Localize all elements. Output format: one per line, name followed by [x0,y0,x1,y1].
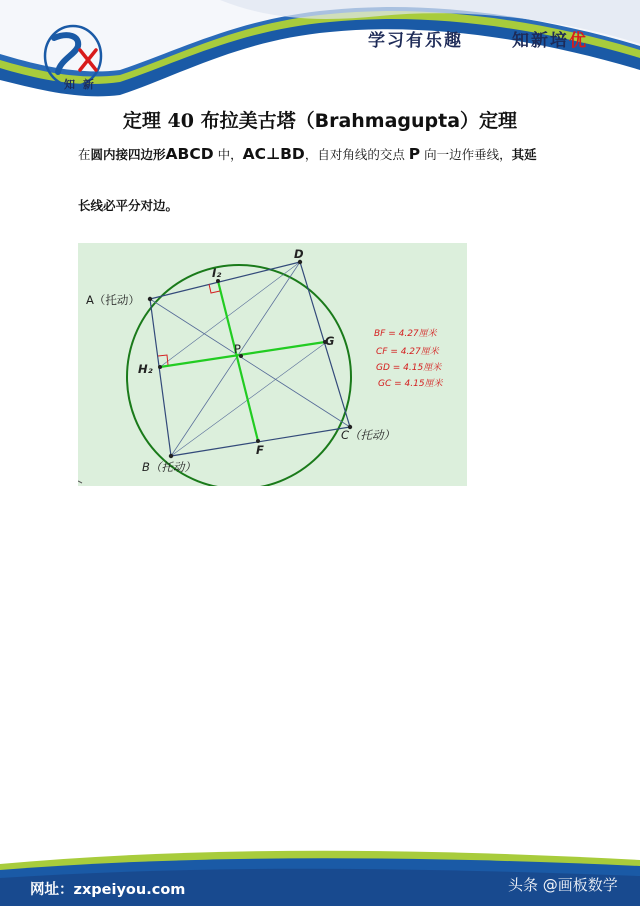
slogan-left: 学习有乐趣 [368,31,463,51]
slogan-right-accent: 优 [569,31,588,51]
title-prefix: 定理 40 布拉美古塔（ [122,110,315,132]
label-i2: I₂ [212,266,222,280]
point-b [169,454,173,458]
logo-caption: 知 新 [64,78,96,91]
text-run: 在 [78,147,91,162]
theorem-line-2: 长线必平分对边。 [78,198,179,213]
text-run: ，自对角线的交点 [304,147,409,162]
label-h2: H₂ [138,362,153,376]
label-d: D [294,247,304,261]
measurement-cf: CF = 4.27厘米 [376,347,439,357]
label-c: C（托动） [341,428,396,442]
text-run: 向一边作垂线， [420,147,512,162]
title-suffix: ）定理 [460,110,518,132]
text-run-bold: 其延 [511,147,537,162]
text-run-bold: 圆内接四边形 [90,147,166,162]
point-h2 [158,365,162,369]
website-url[interactable]: 网址：zxpeiyou.com [30,882,186,898]
measurement-gd: GD = 4.15厘米 [376,363,442,373]
text-run: 中， [213,147,243,162]
label-a: A（托动） [86,293,140,307]
slogan-right [512,26,588,51]
slogan-right-main: 知新培 [512,31,569,51]
geometry-figure [78,243,467,486]
theorem-title [0,106,640,133]
point-a [148,297,152,301]
perpendicular-condition: AC⊥BD [242,145,305,163]
label-f: F [256,443,264,457]
title-latin: Brahmagupta [314,110,461,132]
quadrilateral-name: ABCD [165,145,214,163]
label-b: B（托动） [142,460,196,474]
theorem-line-1 [78,145,537,163]
label-p: P [234,342,241,356]
measurement-gc: GC = 4.15厘米 [378,379,443,389]
intersection-point-name: P [408,145,421,163]
source-watermark: 头条 @画板数学 [508,876,618,894]
label-g: G [325,334,335,348]
measurement-bf: BF = 4.27厘米 [374,329,437,339]
